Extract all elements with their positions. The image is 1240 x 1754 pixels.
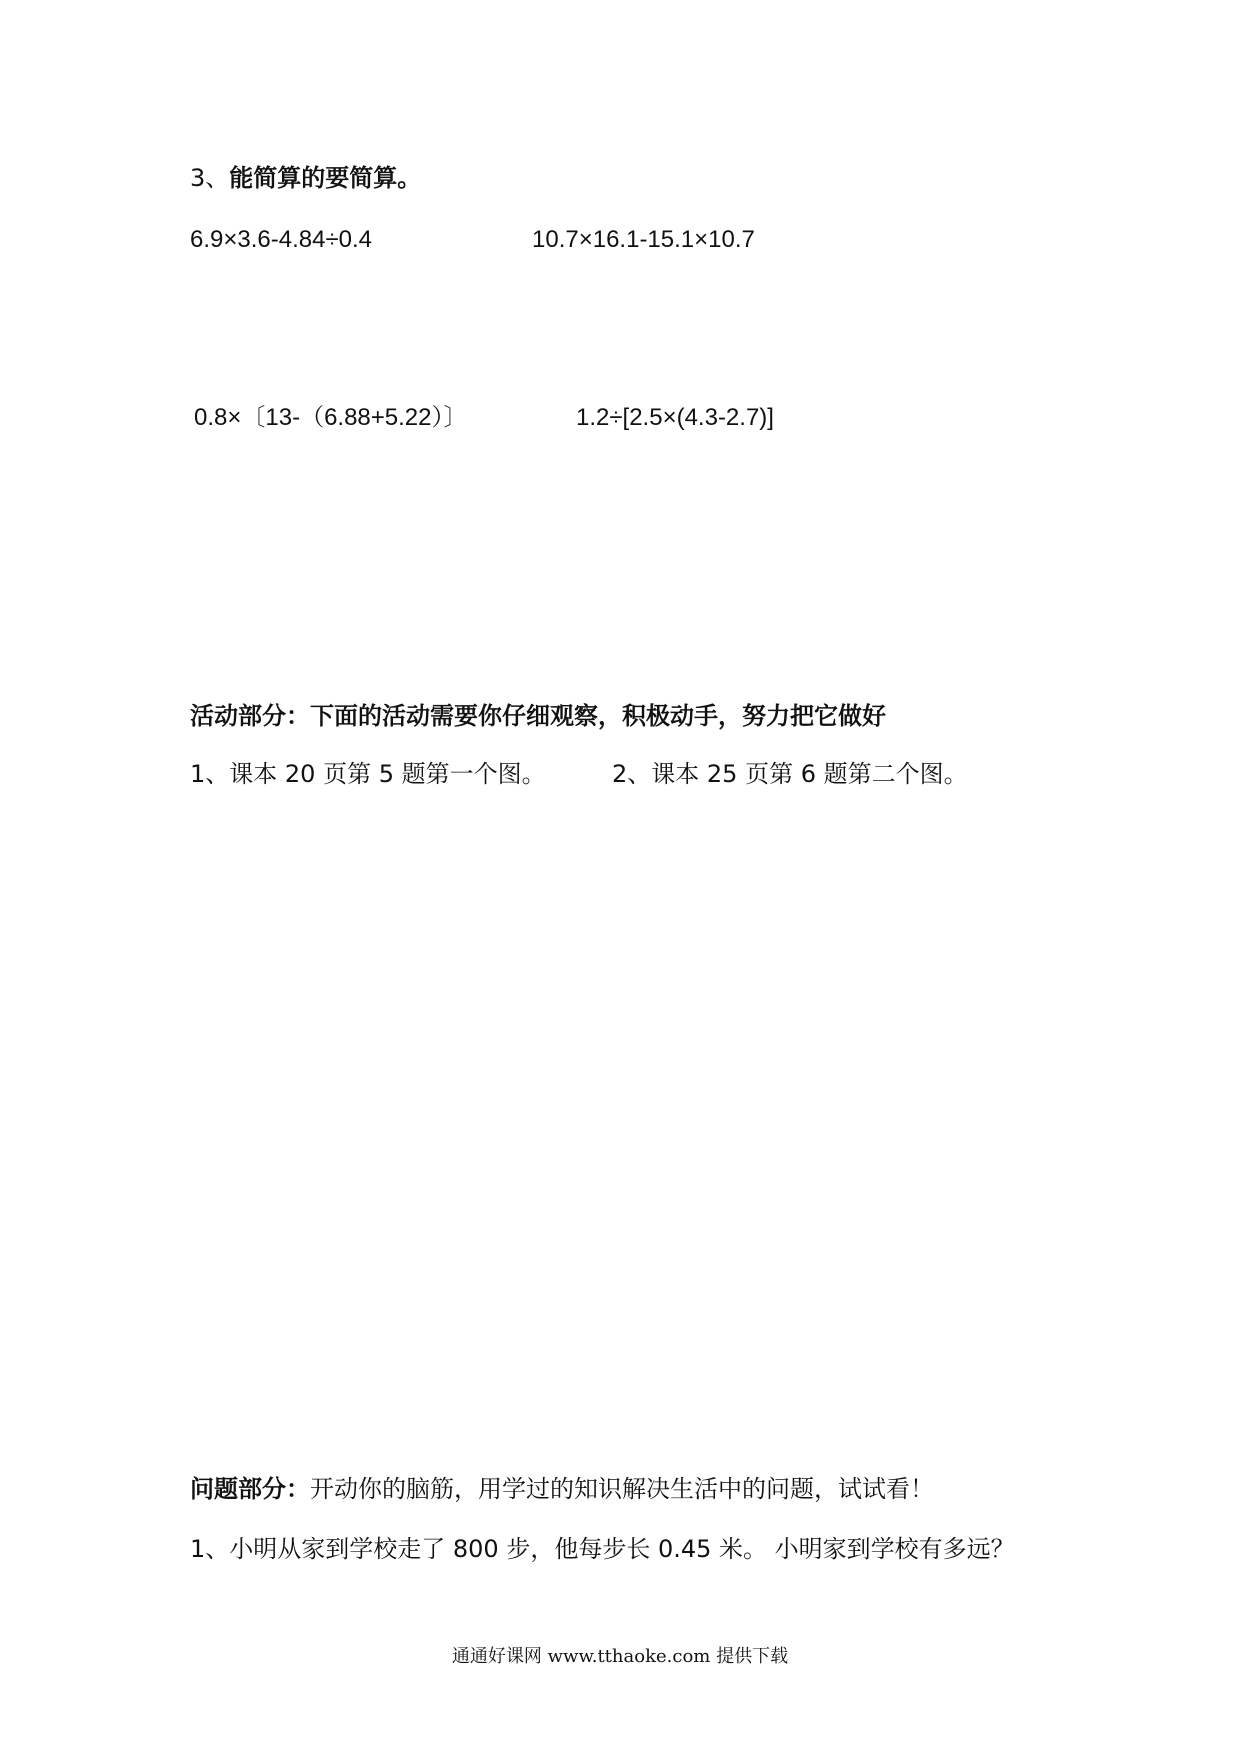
activity-heading-text: 活动部分：下面的活动需要你仔细观察，积极动手，努力把它做好 [190,702,886,730]
section3-instruction: 能简算的要简算。 [229,164,422,192]
activity-item-1: 1、课本 20 页第 5 题第一个图。 [190,760,546,788]
expression-1: 6.9×3.6-4.84÷0.4 [190,226,372,253]
activity-item-2: 2、课本 25 页第 6 题第二个图。 [612,760,968,788]
footer-credit: 通通好课网 www.tthaoke.com 提供下载 [451,1646,789,1667]
problem-heading-label: 问题部分： [190,1475,310,1503]
problem-heading [190,1475,934,1504]
expression-4: 1.2÷[2.5×(4.3-2.7)] [576,404,774,431]
section3-title [190,164,421,193]
activity-heading [190,702,886,731]
problem-heading-text: 开动你的脑筋，用学过的知识解决生活中的问题，试试看！ [310,1475,934,1503]
expression-3: 0.8×〔13-（6.88+5.22）〕 [194,404,468,431]
section3-number: 3、 [190,164,230,192]
problem-item-1: 1、小明从家到学校走了 800 步，他每步长 0.45 米。 小明家到学校有多远？ [190,1535,1015,1563]
expression-2: 10.7×16.1-15.1×10.7 [532,226,755,253]
